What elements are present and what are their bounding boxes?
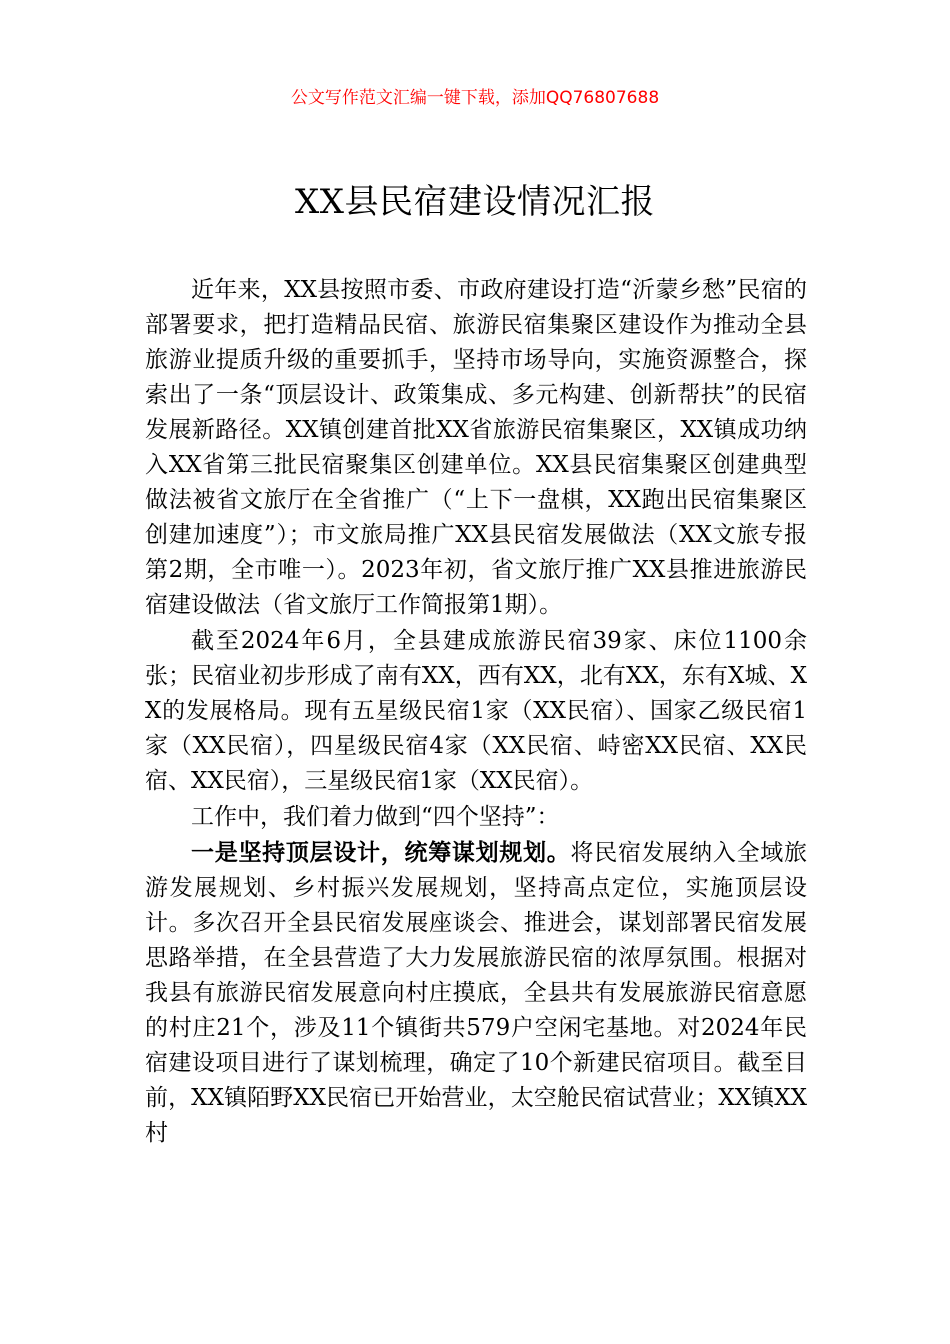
document-title: XX县民宿建设情况汇报 <box>295 182 655 222</box>
paragraph-text: 工作中，我们着力做到“四个坚持”： <box>191 804 560 830</box>
paragraph-statistics <box>145 623 807 799</box>
paragraph-lead: 一是坚持顶层设计，统筹谋划规划。 <box>191 839 571 866</box>
header-note: 公文写作范文汇编一键下载，添加QQ76807688 <box>290 88 660 108</box>
paragraph-text: 截至2024年6月，全县建成旅游民宿39家、床位1100余张；民宿业初步形成了南有XX，西有XX，北有XX，东有X城、XX的发展格局。现有五星级民宿1家（XX民宿）、国家乙级民宿1家（XX民宿），四星级民宿4家（XX民宿、峙密XX民宿、XX民宿、XX民宿），三星级民宿1家（XX民宿）。 <box>145 628 807 794</box>
paragraph-point-one <box>145 835 807 1151</box>
document-body <box>145 272 807 1151</box>
paragraph-four-persistences <box>145 799 807 835</box>
paragraph-text: 近年来，XX县按照市委、市政府建设打造“沂蒙乡愁”民宿的部署要求，把打造精品民宿、旅游民宿集聚区建设作为推动全县旅游业提质升级的重要抓手，坚持市场导向，实施资源整合，探索出了一条“顶层设计、政策集成、多元构建、创新帮扶”的民宿发展新路径。XX镇创建首批XX省旅游民宿集聚区，XX镇成功纳入XX省第三批民宿聚集区创建单位。XX县民宿集聚区创建典型做法被省文旅厅在全省推广（“上下一盘棋，XX跑出民宿集聚区创建加速度”）；市文旅局推广XX县民宿发展做法（XX文旅专报第2期，全市唯一）。2023年初，省文旅厅推广XX县推进旅游民宿建设做法（省文旅厅工作简报第1期）。 <box>145 277 807 618</box>
paragraph-text: 将民宿发展纳入全域旅游发展规划、乡村振兴发展规划，坚持高点定位，实施顶层设计。多次召开全县民宿发展座谈会、推进会，谋划部署民宿发展思路举措，在全县营造了大力发展旅游民宿的浓厚氛围。根据对我县有旅游民宿发展意向村庄摸底，全县共有发展旅游民宿意愿的村庄21个，涉及11个镇街共579户空闲宅基地。对2024年民宿建设项目进行了谋划梳理，确定了10个新建民宿项目。截至目前，XX镇陌野XX民宿已开始营业，太空舱民宿试营业；XX镇XX村 <box>145 840 808 1146</box>
paragraph-intro <box>145 272 807 623</box>
